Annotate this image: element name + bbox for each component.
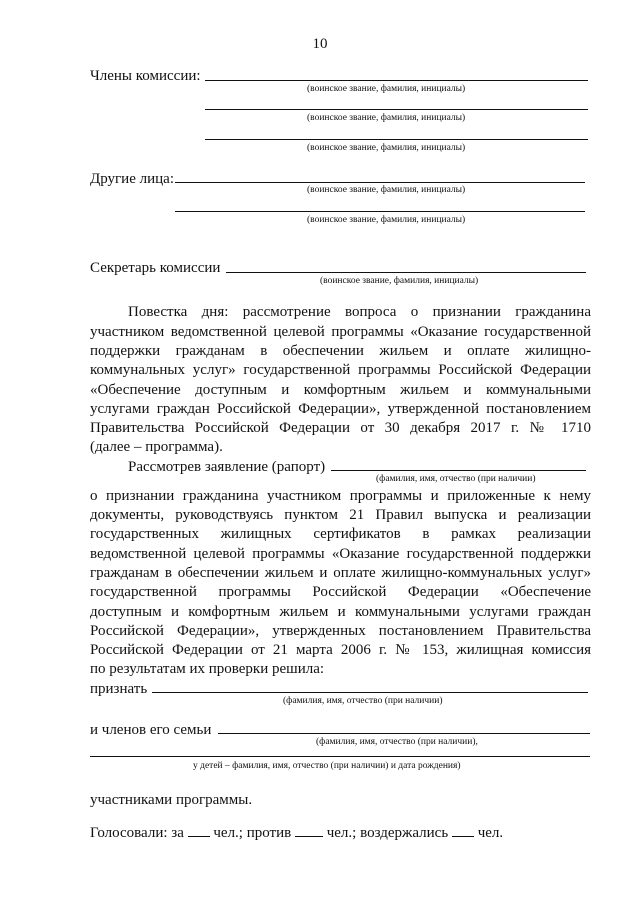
votes-for-blank[interactable] bbox=[188, 824, 210, 837]
body-line: Российской Федерации», утвержденных постановлением Правительства bbox=[90, 623, 591, 639]
commission-members-label: Члены комиссии: bbox=[90, 68, 201, 84]
commission-member-line-1[interactable] bbox=[205, 80, 588, 81]
application-hint: (фамилия, имя, отчество (при наличии) bbox=[376, 474, 536, 484]
other-person-hint-1: (воинское звание, фамилия, инициалы) bbox=[307, 185, 466, 195]
commission-member-hint-1: (воинское звание, фамилия, инициалы) bbox=[307, 84, 466, 94]
secretary-label: Секретарь комиссии bbox=[90, 260, 221, 276]
application-label: Рассмотрев заявление (рапорт) bbox=[128, 459, 326, 475]
agenda-line: участником ведомственной целевой программы «Оказание государственной bbox=[90, 324, 591, 340]
secretary-hint: (воинское звание, фамилия, инициалы) bbox=[320, 276, 479, 286]
commission-member-hint-3: (воинское звание, фамилия, инициалы) bbox=[307, 143, 466, 153]
agenda-line: поддержки гражданам в обеспечении жильем и оплате жилищно- bbox=[90, 343, 591, 359]
votes-against-blank[interactable] bbox=[295, 824, 323, 837]
body-line: ведомственной целевой программы «Оказание государственной поддержки bbox=[90, 546, 591, 562]
page-number: 10 bbox=[312, 36, 328, 52]
votes-abstain-blank[interactable] bbox=[452, 824, 474, 837]
body-line: гражданам в обеспечении жильем и оплате жилищно-коммунальных услуг» bbox=[90, 565, 591, 581]
agenda-line: коммунальных услуг» государственной программы Российской Федерации bbox=[90, 362, 591, 378]
agenda-line: (далее – программа). bbox=[90, 439, 223, 455]
votes-against-unit: чел.; воздержались bbox=[326, 825, 449, 841]
participants-text: участниками программы. bbox=[90, 792, 253, 808]
votes-for-unit: чел.; против bbox=[213, 825, 292, 841]
family-hint: (фамилия, имя, отчество (при наличии), bbox=[316, 737, 478, 747]
agenda-line: Повестка дня: рассмотрение вопроса о признании гражданина bbox=[128, 304, 591, 320]
recognize-line[interactable] bbox=[152, 692, 588, 693]
commission-member-line-3[interactable] bbox=[205, 139, 588, 140]
agenda-line: Правительства Российской Федерации от 30 декабря 2017 г. № 1710 bbox=[90, 420, 591, 436]
body-line: Российской Федерации от 21 марта 2006 г. № 153, жилищная комиссия bbox=[90, 642, 591, 658]
family-line[interactable] bbox=[218, 733, 590, 734]
application-line[interactable] bbox=[331, 470, 586, 471]
children-line[interactable] bbox=[90, 756, 590, 757]
recognize-hint: (фамилия, имя, отчество (при наличии) bbox=[283, 696, 443, 706]
body-line: доступным и комфортным жильем и коммунальными услугами граждан bbox=[90, 604, 591, 620]
agenda-line: «Обеспечение доступным и комфортным жильем и коммунальными bbox=[90, 382, 591, 398]
body-line: государственных жилищных сертификатов в рамках реализации bbox=[90, 526, 591, 542]
other-person-line-1[interactable] bbox=[175, 182, 585, 183]
secretary-line[interactable] bbox=[226, 272, 586, 273]
other-person-hint-2: (воинское звание, фамилия, инициалы) bbox=[307, 215, 466, 225]
other-person-line-2[interactable] bbox=[175, 211, 585, 212]
commission-member-hint-2: (воинское звание, фамилия, инициалы) bbox=[307, 113, 466, 123]
voting-row bbox=[90, 824, 503, 842]
body-line: по результатам их проверки решила: bbox=[90, 661, 325, 677]
children-hint: у детей – фамилия, имя, отчество (при наличии) и дата рождения) bbox=[193, 761, 461, 771]
agenda-line: услугами граждан Российской Федерации», утвержденной постановлением bbox=[90, 401, 591, 417]
body-line: о признании гражданина участником программы и приложенные к нему bbox=[90, 488, 591, 504]
family-label: и членов его семьи bbox=[90, 722, 212, 738]
recognize-label: признать bbox=[90, 681, 148, 697]
other-persons-label: Другие лица: bbox=[90, 171, 174, 187]
body-line: государственной программы Российской Федерации «Обеспечение bbox=[90, 584, 591, 600]
voting-label: Голосовали: за bbox=[90, 825, 184, 841]
body-line: документы, руководствуясь пунктом 21 Правил выпуска и реализации bbox=[90, 507, 591, 523]
votes-abstain-unit: чел. bbox=[477, 825, 504, 841]
commission-member-line-2[interactable] bbox=[205, 109, 588, 110]
